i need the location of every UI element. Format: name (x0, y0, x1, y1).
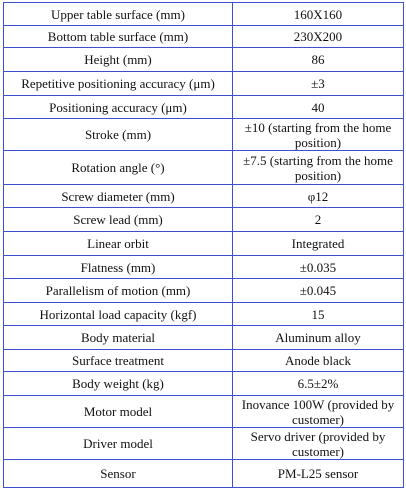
row-label: Stroke (mm) (4, 119, 233, 151)
table-row (4, 372, 404, 396)
row-label: Screw diameter (mm) (4, 185, 233, 208)
row-label: Rotation angle (°) (4, 151, 233, 185)
row-value: 2 (233, 208, 404, 232)
table-row (4, 303, 404, 326)
row-value: ±7.5 (starting from the home position) (233, 151, 404, 185)
table-row (4, 72, 404, 96)
row-label: Positioning accuracy (μm) (4, 96, 233, 119)
row-value: 160X160 (233, 3, 404, 26)
row-value: Servo driver (provided by customer) (233, 428, 404, 460)
row-value: Anode black (233, 350, 404, 372)
row-value: Integrated (233, 232, 404, 256)
row-label: Body weight (kg) (4, 372, 233, 396)
row-value: PM-L25 sensor (233, 460, 404, 488)
table-row (4, 96, 404, 119)
table-row (4, 396, 404, 428)
row-label: Screw lead (mm) (4, 208, 233, 232)
table-row (4, 232, 404, 256)
row-value: 230X200 (233, 26, 404, 48)
row-label: Body material (4, 326, 233, 350)
table-row (4, 185, 404, 208)
table-row (4, 208, 404, 232)
row-label: Upper table surface (mm) (4, 3, 233, 26)
row-value: 86 (233, 48, 404, 72)
table-row (4, 350, 404, 372)
row-value: 40 (233, 96, 404, 119)
table-row (4, 428, 404, 460)
row-value: ±3 (233, 72, 404, 96)
row-value: ±0.045 (233, 279, 404, 303)
row-label: Surface treatment (4, 350, 233, 372)
row-label: Bottom table surface (mm) (4, 26, 233, 48)
table-row (4, 256, 404, 279)
row-value: 15 (233, 303, 404, 326)
row-label: Flatness (mm) (4, 256, 233, 279)
row-label: Linear orbit (4, 232, 233, 256)
row-value: ±0.035 (233, 256, 404, 279)
row-label: Height (mm) (4, 48, 233, 72)
table-row (4, 326, 404, 350)
row-value: Aluminum alloy (233, 326, 404, 350)
table-row (4, 119, 404, 151)
table-row (4, 26, 404, 48)
table-row (4, 48, 404, 72)
row-label: Driver model (4, 428, 233, 460)
row-value: 6.5±2% (233, 372, 404, 396)
table-row (4, 460, 404, 488)
row-label: Motor model (4, 396, 233, 428)
row-value: Inovance 100W (provided by customer) (233, 396, 404, 428)
row-label: Sensor (4, 460, 233, 488)
row-value: ±10 (starting from the home position) (233, 119, 404, 151)
row-label: Parallelism of motion (mm) (4, 279, 233, 303)
table-row (4, 279, 404, 303)
spec-table (3, 2, 404, 488)
row-value: φ12 (233, 185, 404, 208)
row-label: Repetitive positioning accuracy (μm) (4, 72, 233, 96)
table-row (4, 3, 404, 26)
row-label: Horizontal load capacity (kgf) (4, 303, 233, 326)
table-row (4, 151, 404, 185)
